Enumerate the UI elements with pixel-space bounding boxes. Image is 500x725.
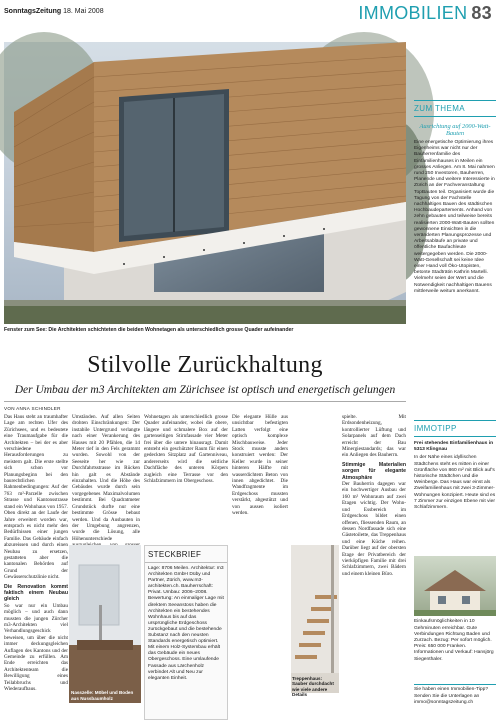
steckbrief-title: STECKBRIEF	[145, 546, 227, 563]
article-column-3	[144, 414, 228, 542]
house-illustration	[4, 42, 406, 324]
column-4-text: Die elegante Hülle aus unsichtbar befestigten Latten verfolgt eine optisch komplexe Mischbauweise. Jeder Stock musste anders konstruiert werden: Der Keller wurde in seiner hinteren Hälfte mit wasserdichtem Beton von innen abgedichtet. Die Wandfragmente im Erdgeschoss mussten verstärkt, abgestützt und von aussen isoliert werden.	[232, 414, 288, 517]
tipp-rule	[414, 420, 496, 421]
hero-photo	[4, 42, 406, 324]
column-1-text-continued: So war nur ein Umbau möglich – und auch dann mussten die jungen Zürcher m3-Architekten viel Verhandlungsgeschick beweisen, um über die nicht immer deckungsgleichen Auflagen des Kantons und der Gemeinde zu erfüllen. Am Ende erreichten das Architektenteam die Bewilligung eines Teilabbruchs und Wiederaufbaus.	[4, 602, 68, 693]
tipp-photo	[414, 556, 496, 616]
sidebar-rule	[414, 100, 496, 101]
staircase-caption: Treppenhaus: Sauber durchdacht wie viele andere Details	[292, 676, 334, 698]
section-name: IMMOBILIEN	[358, 3, 468, 23]
column-3-text: Wohnetagen als unterschiedlich grosse Quader aufeinander, wobei die obere, längere und schmalere Box auf der gartenseitigen Stirnfassade vier Meter frei über die untere hinausragt. Damit entsteht ein geschützter Raum für einen gedeckten Sitzplatz auf Gartenniveau, andererseits wird die seitliche Dachfläche des unteren Körpers zugleich eine Terrasse vor den Schlafzimmern im Obergeschoss.	[144, 414, 228, 485]
tipp-body: In der Nähe eines idyllischen Städtchens steht es mitten in einer Grünfläche von 860 m² mit Blick auf's historische Städtchen und die Weinberge. Das Haus war einst als Zweifamilienhaus mit zwei 3-Zimmer-Wohnungen konzipiert. Heute sind es 7 Zimmer zur einzigen Ebene mit vier Schlafzimmern.	[414, 455, 496, 511]
tipp-footer: Sie haben einen Immobilien-Tipp? Senden Sie die Unterlagen an immo@sonntagszeitung.ch	[414, 687, 489, 705]
sidebar-rule-2	[414, 116, 496, 117]
sidebar-immotipp	[414, 420, 496, 709]
section-label	[358, 3, 492, 24]
tipp-body-2: Einkaufsmöglichkeiten in 10 Gehminuten erreichbar. Gute Verbindungen Richtung Baden und Zurzach. Bezug: Per sofort möglich. Preis: 650 000 Franken. Informationen und Verkauf: Hansjörg Siegenthaler.	[414, 619, 494, 662]
headline-divider	[4, 401, 406, 402]
bathroom-photo	[69, 545, 141, 703]
article-column-5	[342, 414, 406, 720]
column-5-subheading: Stimmige Materialien sorgen für elegante Atmosphäre	[342, 461, 406, 481]
article-author: VON ANNA SCHINDLER	[4, 406, 61, 411]
bathroom-caption: Nasszelle: Möbel und Boden aus Nussbaumholz	[71, 690, 134, 701]
column-5-text: spielte. Mit Erdsondenheizung, kontrollierter Lüftung und Solarpanels auf dem Dach erreicht der Bau Minergiestandards; das war ein Anliegen des Bauherrn.	[342, 414, 406, 459]
article-subheadline: Der Umbau der m3 Architekten am Zürichsee ist optisch und energetisch gelungen	[14, 384, 396, 396]
tipp-subtitle: Frei stehendes Einfamilienhaus in 5313 Klingnau	[414, 441, 494, 453]
tipp-house-illustration	[414, 556, 496, 616]
bathroom-illustration	[69, 545, 141, 703]
paper-name: SonntagsZeitung	[4, 8, 62, 15]
tipp-rule-2	[414, 436, 496, 437]
page-header	[0, 0, 500, 30]
article-column-4	[232, 414, 288, 720]
staircase-photo	[291, 545, 339, 698]
column-1-subheading: Die Renovation kommt faktisch einem Neubau gleich	[4, 583, 68, 603]
hero-caption: Fenster zum See: Die Architekten schichteten die beiden Wohnetagen als unterschiedlich grosse Quader aufeinander	[4, 327, 294, 333]
tipp-title: IMMOTIPP	[414, 424, 457, 433]
sidebar-body: Eine energetische Optimierung ihres Eigenheims war nicht nur der Bauherrenfamilie des Einfamilienhauses in Meilen ein grosses Anliegen. Am 8. Mai nahmen rund 250 Investoren, Bauherren, Planende und weitere Interessierte in Zürich an der Fachveranstaltung TopBauten teil. Organisiert wurde die Tagung von der Fachstelle nachhaltiges Bauen des städtischen Hochbaudepartements. Anhand von zehn gebauten und teilweise bereits realisierten 2000-Watt-Bauten sollten gewonnene Einsichten in die veränderten Planungsprozesse und Arbeitsabläufe an private und öffentliche Baufachleute weitergegeben werden. Die 2000-Watt-Gesellschaft sei keine Idee einer Hand voll Öko-Utopisten, betonte Stadträtin Kathrin Martelli. Vielmehr seien der Wert und die Notwendigkeit nachhaltigen Bauens mittlerweile weitum anerkannt.	[414, 140, 495, 294]
article-column-2	[72, 414, 140, 542]
staircase-illustration	[291, 545, 339, 673]
sidebar-zum-thema	[414, 100, 496, 430]
article-headline: Stilvolle Zurückhaltung	[87, 352, 323, 378]
issue-date: 18. Mai 2008	[63, 8, 104, 15]
masthead	[4, 8, 104, 15]
column-2-text: Umständen. Auf allen Seiten drohten Einschränkungen: Der instabile Untergrund verlangte nach einer Verankerung des Hauses mit 20 Pfählen, die 14 Meter tief in den Fels gerammt wurden. Sowohl von der Seeseite her wie zur Durchfahrtsstrasse im Rücken hin galt es Abstände einzuhalten. Und die Höhe des Gebäudes wurde durch sein vorgegebenes Maximalvolumen bestimmt. Bei Quadratmeter Grundstück durfte nur eine bestimmte Grösse bebaut werden. Und da Ausbauten in der Umgebung angrenzen, wurde die Lösung, alle Höhenunterschiede	[72, 414, 140, 542]
tipp-footer-rule	[414, 684, 496, 685]
page-number: 83	[471, 3, 492, 23]
steckbrief-box	[144, 545, 228, 720]
column-1-text: Das Haus steht an traumhafter Lage am rechten Ufer des Zürichsees, und es bedeutete eine Traumaufgabe für die Architekten – bei der es aber verschiedene Herausforderungen zu meistern galt. Die erste stellte sich schon vor Planungsbeginn bei den baurechtlichen Rahmenbedingungen: Auf der 763 m²-Parzelle zwischen Strasse und Kantonsstrasse stand ein Wohnhaus von 1957. Oben direkt an der Laufe der Jahre erweitert worden war, entsprach es nicht mehr den Bedürfnissen einer jungen Familie. Das Gebäude einfach abzureissen und durch einen Neubau zu ersetzen, gestatteten aber die kantonalen Behörden auf Grund der Gewässerschutzlinie nicht.	[4, 414, 68, 581]
sidebar-title: ZUM THEMA	[414, 104, 466, 113]
sidebar-subtitle: Ausrichtung auf 2000-Watt-Bauten	[419, 123, 491, 137]
steckbrief-body: Lage: 8706 Meilen. Architektur: m3 Architekten GmbH Düby und Partner, Zürich, www.m3-architekten.ch. Bauherrschaft: Privat. Umbau: 2006–2008. Bewertung: An einmaliger Lage mit direktem Seeanstoss haben die Architekten ein bestehendes Wohnhaus bis auf das ursprüngliche Erdgeschoss zurückgebaut und die bestehende Substanz nach den neusten Standards energetisch optimiert. Mit einem Holz-Systembau erhält das Gebäude ein neues Obergeschoss. Eine umlaufende Fassade aus Lärchenholz verbindet Alt und Neu zur eleganten Einheit.	[148, 566, 224, 681]
article-column-1	[4, 414, 68, 720]
column-5-text-continued: Der Bauherrin dagegen war ein hochwertiger Ausbau der 160 m² Wohnraum auf zwei Etagen wichtig. Der Wohn- und Essbereich im Erdgeschoss bildet einen offenen, fliessenden Raum, an dessen Nordfassade sich eine Gästetoilette, das Treppenhaus und eine Küche reihen. Darüber liegt auf der obersten Etage der Privatbereich der vierköpfigen Familie mit drei Schlafzimmern, zwei Bädern und einem kleinen Büro.	[342, 481, 406, 577]
